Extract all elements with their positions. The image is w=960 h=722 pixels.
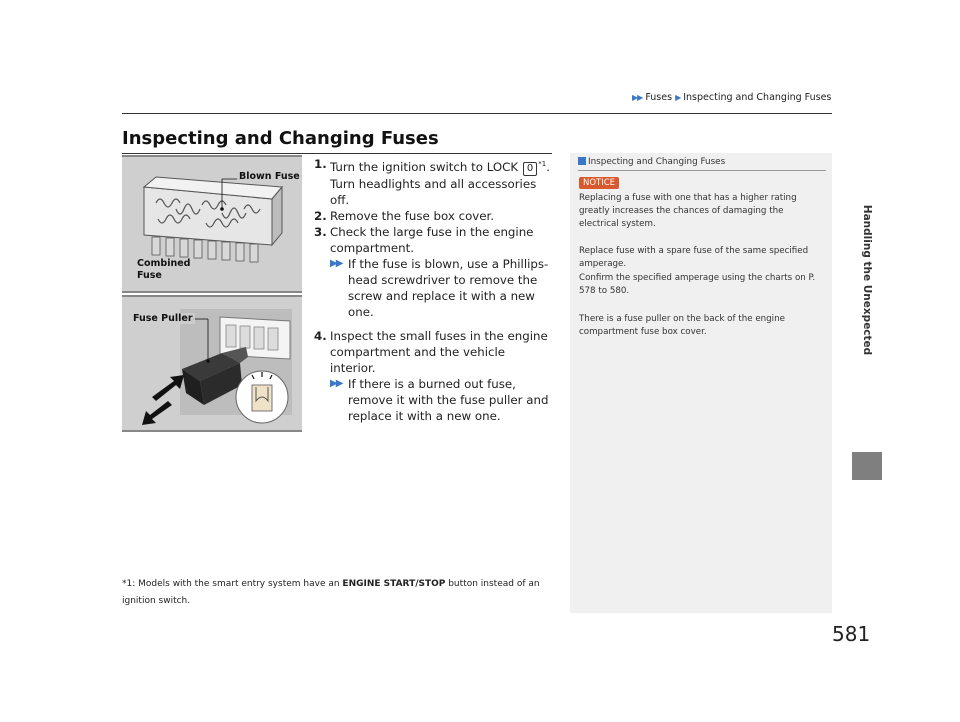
step-4-text: Inspect the small fuses in the engine compartment and the vehicle interior. bbox=[330, 328, 548, 375]
instruction-steps bbox=[314, 156, 554, 424]
note-paragraph-1: Replacing a fuse with one that has a higher rating greatly increases the chances of damaging the electrical system. bbox=[579, 193, 797, 230]
note-panel bbox=[570, 153, 832, 613]
combined-fuse-label-line1: Combined bbox=[137, 258, 191, 269]
section-side-tab bbox=[852, 100, 882, 460]
note-paragraph-3[interactable]: Confirm the specified amperage using the charts on P. 578 to 580. bbox=[579, 273, 816, 297]
step-number: 3. bbox=[314, 224, 327, 239]
notice-badge: NOTICE bbox=[579, 177, 619, 189]
substep-arrow-icon: ▶▶ bbox=[330, 377, 342, 389]
arrow-icon: ▶ bbox=[675, 93, 681, 102]
step-4-substep-text: If there is a burned out fuse, remove it with the fuse puller and replace it with a new one. bbox=[348, 376, 549, 423]
step-2 bbox=[314, 208, 554, 224]
lock-position-key-icon: 0 bbox=[523, 162, 537, 176]
section-marker-block bbox=[852, 452, 882, 480]
combined-fuse-label bbox=[135, 258, 192, 282]
step-number: 1. bbox=[314, 157, 327, 171]
section-side-tab-label: Handling the Unexpected bbox=[861, 204, 873, 356]
footnote-text-bold: ENGINE START/STOP bbox=[342, 579, 446, 589]
step-3-substep-text: If the fuse is blown, use a Phillips-head screwdriver to remove the screw and replace it with a new one. bbox=[348, 256, 549, 319]
blown-fuse-label: Blown Fuse bbox=[239, 171, 300, 182]
page-number: 581 bbox=[832, 622, 871, 646]
breadcrumb bbox=[632, 92, 831, 103]
step-4-substep bbox=[314, 376, 554, 424]
note-paragraph-2: Replace fuse with a spare fuse of the same specified amperage. bbox=[579, 246, 809, 270]
note-divider bbox=[578, 170, 826, 171]
breadcrumb-item-current: Inspecting and Changing Fuses bbox=[683, 92, 832, 103]
breadcrumb-item-fuses[interactable]: Fuses bbox=[645, 92, 673, 103]
step-4 bbox=[314, 328, 554, 376]
fuse-puller-label: Fuse Puller bbox=[133, 313, 193, 324]
page-title: Inspecting and Changing Fuses bbox=[122, 128, 439, 149]
footnote-text-post: button instead of an ignition switch. bbox=[122, 579, 540, 606]
step-number: 2. bbox=[314, 208, 327, 223]
note-title bbox=[578, 157, 725, 167]
footnote bbox=[122, 576, 557, 610]
step-1-text-pre: Turn the ignition switch to LOCK bbox=[330, 159, 522, 174]
note-title-text: Inspecting and Changing Fuses bbox=[588, 157, 726, 167]
combined-fuse-label-line2: Fuse bbox=[137, 270, 162, 281]
step-2-text: Remove the fuse box cover. bbox=[330, 208, 495, 223]
substep-arrow-icon: ▶▶ bbox=[330, 257, 342, 269]
step-3-text: Check the large fuse in the engine compartment. bbox=[330, 224, 534, 255]
title-divider bbox=[122, 153, 552, 154]
step-1-text-post: . Turn headlights and all accessories off. bbox=[330, 159, 550, 207]
note-paragraph-4: There is a fuse puller on the back of the engine compartment fuse box cover. bbox=[579, 314, 785, 338]
step-number: 4. bbox=[314, 328, 327, 343]
note-marker-icon bbox=[578, 157, 586, 165]
step-1 bbox=[314, 156, 554, 208]
combined-fuse-illustration bbox=[122, 155, 302, 293]
footnote-text-pre: *1: Models with the smart entry system have an bbox=[122, 579, 343, 589]
step-3-substep bbox=[314, 256, 554, 320]
double-arrow-icon: ▶▶ bbox=[632, 93, 643, 102]
fuse-puller-illustration bbox=[122, 295, 302, 432]
footnote-ref[interactable]: *1 bbox=[538, 160, 547, 168]
header-divider bbox=[122, 113, 832, 114]
step-3 bbox=[314, 224, 554, 256]
